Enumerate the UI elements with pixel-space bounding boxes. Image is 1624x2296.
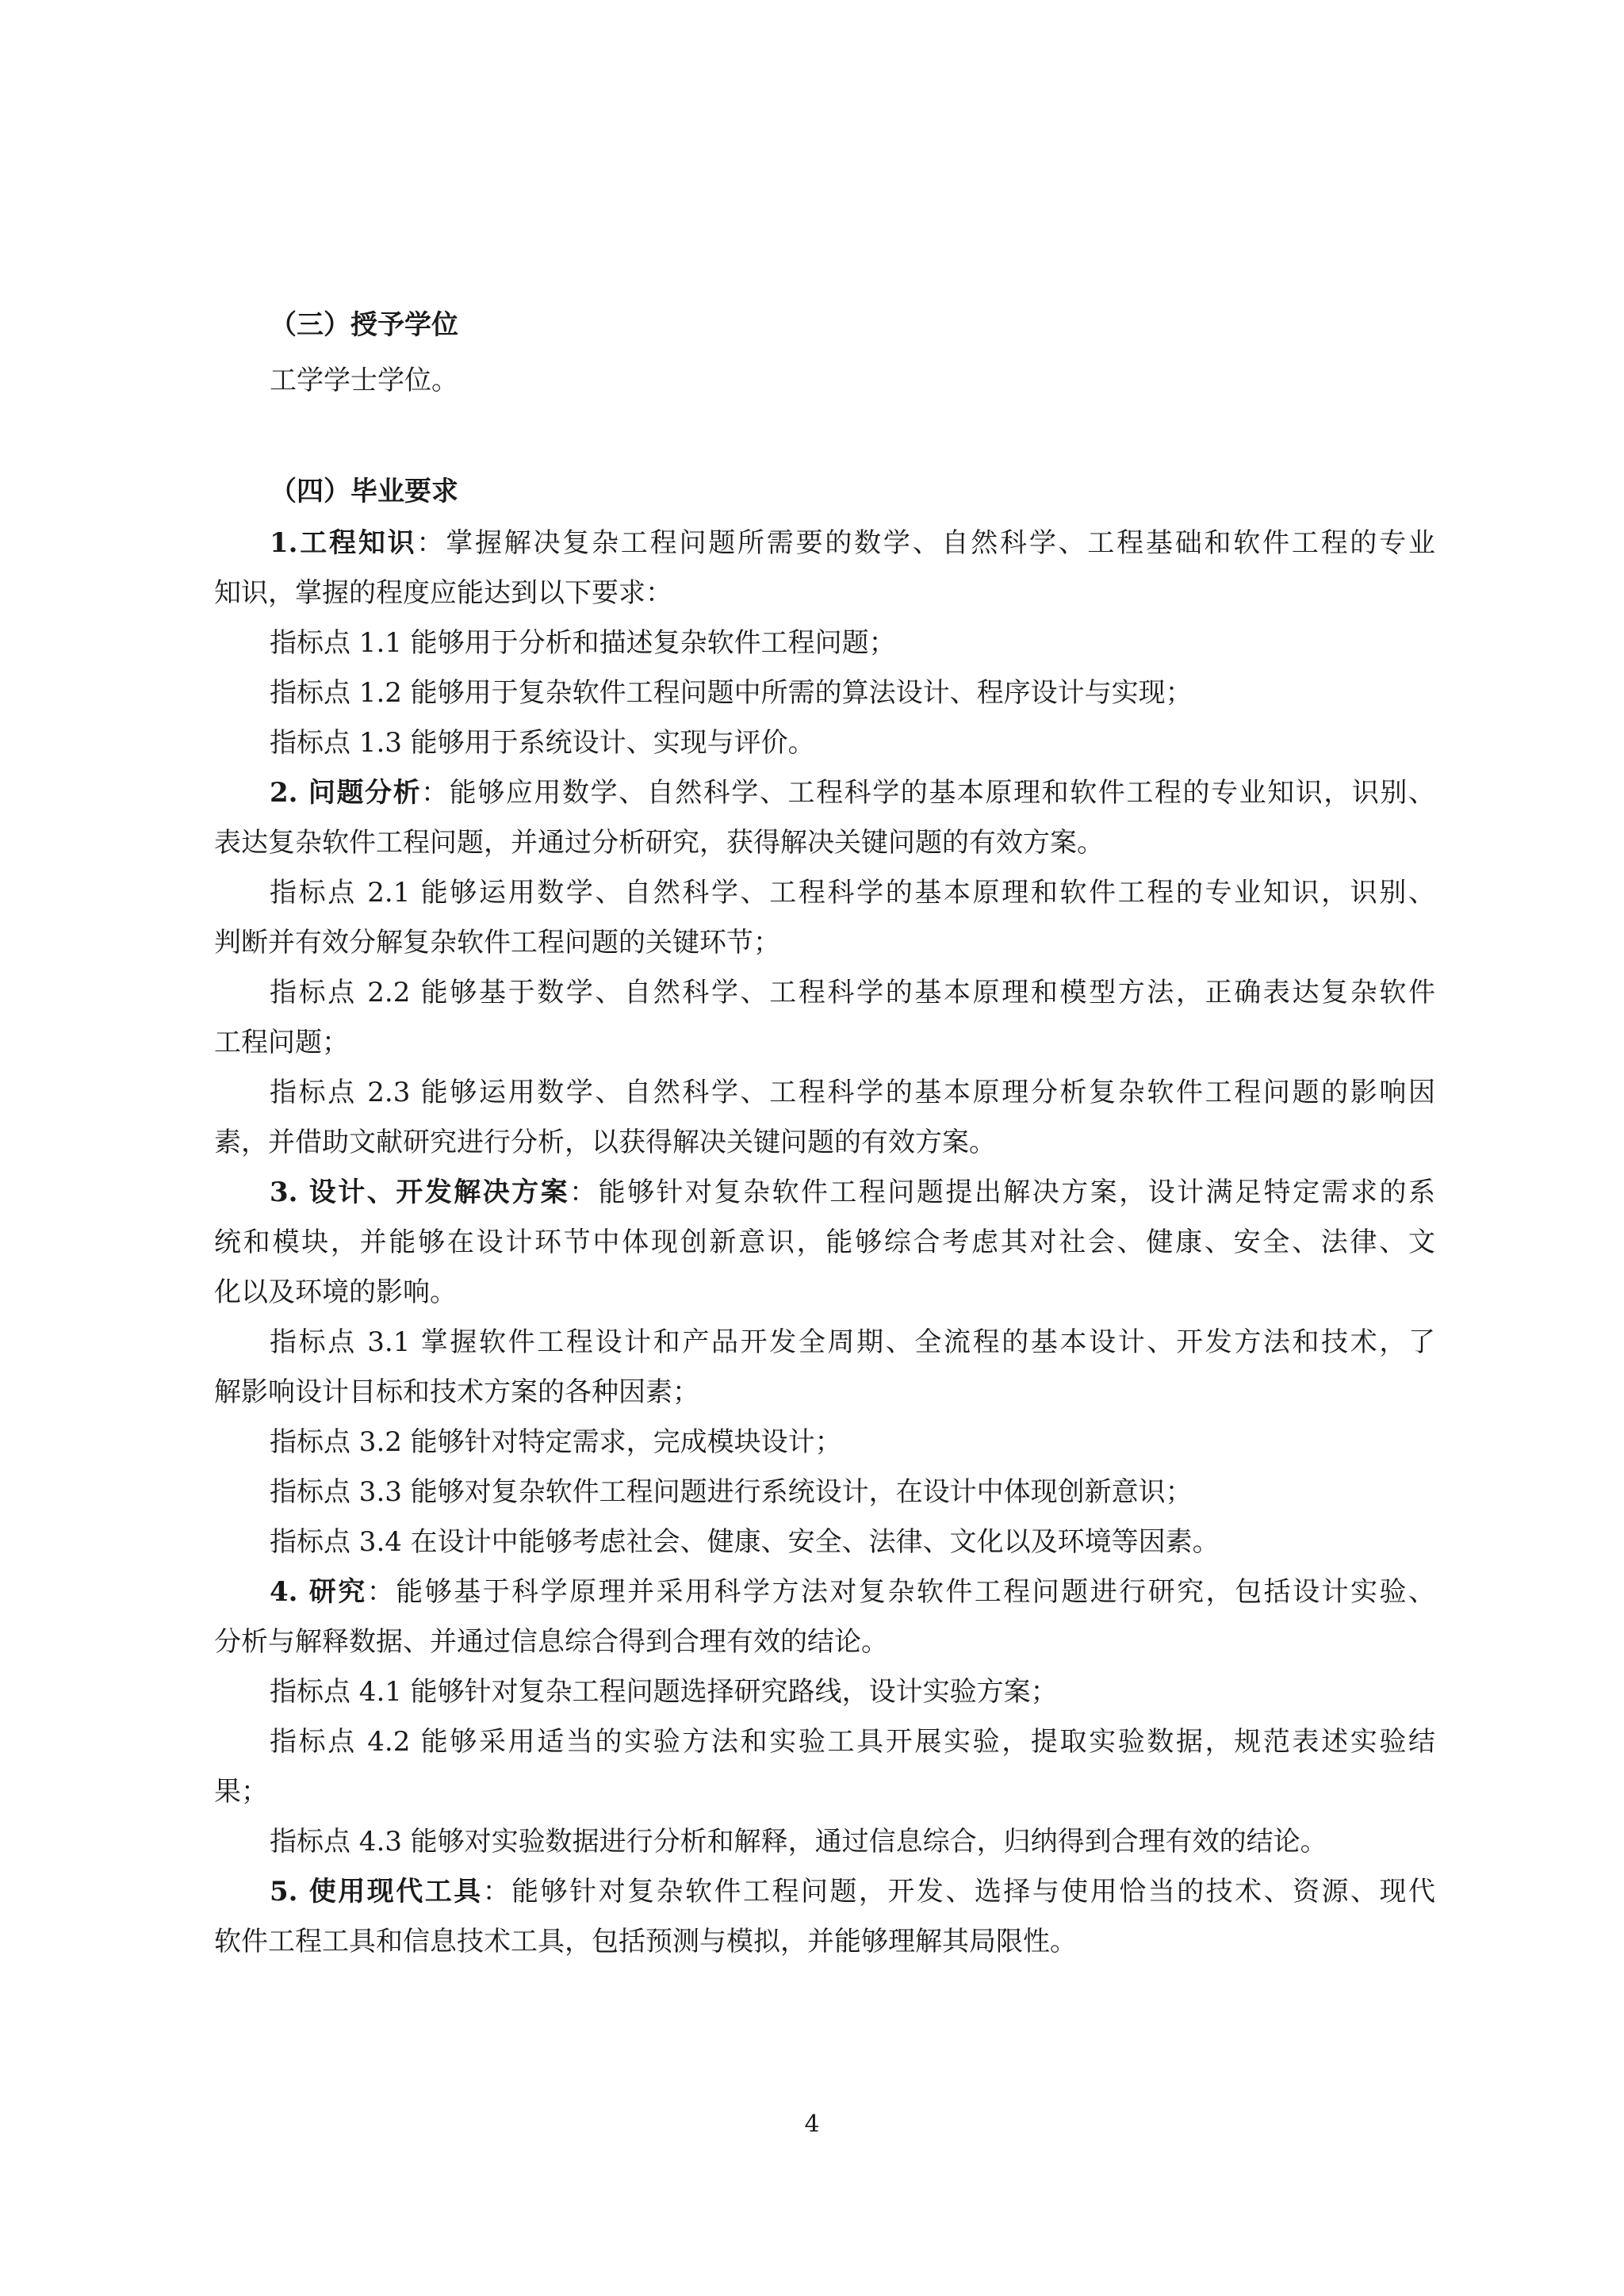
req1-line2: 知识，掌握的程度应能达到以下要求：	[214, 577, 672, 609]
indicator-2-1a: 指标点 2.1 能够运用数学、自然科学、工程科学的基本原理和软件工程的专业知识，识别、	[270, 877, 1435, 909]
req3-line2: 统和模块，并能够在设计环节中体现创新意识，能够综合考虑其对社会、健康、安全、法律、文	[214, 1226, 1435, 1258]
indicator-3-1b: 解影响设计目标和技术方案的各种因素；	[214, 1376, 699, 1408]
indicator-1-1: 指标点 1.1 能够用于分析和描述复杂软件工程问题；	[270, 627, 896, 659]
section3-text: 工学学士学位。	[270, 365, 458, 396]
req4-title: 4. 研究	[270, 1576, 367, 1608]
indicator-4-2a: 指标点 4.2 能够采用适当的实验方法和实验工具开展实验，提取实验数据，规范表述实验结	[270, 1726, 1435, 1758]
indicator-3-2: 指标点 3.2 能够针对特定需求，完成模块设计；	[270, 1426, 842, 1458]
req5-line2: 软件工程工具和信息技术工具，包括预测与模拟，并能够理解其局限性。	[214, 1926, 1077, 1957]
indicator-3-1a: 指标点 3.1 掌握软件工程设计和产品开发全周期、全流程的基本设计、开发方法和技术，了	[270, 1326, 1435, 1358]
indicator-2-2a: 指标点 2.2 能够基于数学、自然科学、工程科学的基本原理和模型方法，正确表达复杂软件	[270, 977, 1435, 1008]
req2-line1: 2. 问题分析：能够应用数学、自然科学、工程科学的基本原理和软件工程的专业知识，识别、	[270, 777, 1435, 809]
indicator-3-3: 指标点 3.3 能够对复杂软件工程问题进行系统设计，在设计中体现创新意识；	[270, 1476, 1193, 1508]
indicator-3-4: 指标点 3.4 在设计中能够考虑社会、健康、安全、法律、文化以及环境等因素。	[270, 1526, 1220, 1558]
req5-line1: 5. 使用现代工具：能够针对复杂软件工程问题，开发、选择与使用恰当的技术、资源、现代	[270, 1876, 1435, 1908]
indicator-4-1: 指标点 4.1 能够针对复杂工程问题选择研究路线，设计实验方案；	[270, 1676, 1058, 1708]
page-number: 4	[804, 2110, 820, 2138]
req3-line3: 化以及环境的影响。	[214, 1276, 457, 1308]
req2-line2: 表达复杂软件工程问题，并通过分析研究，获得解决关键问题的有效方案。	[214, 827, 1104, 859]
indicator-2-3b: 素，并借助文献研究进行分析，以获得解决关键问题的有效方案。	[214, 1127, 996, 1158]
req1-line1: 1.工程知识：掌握解决复杂工程问题所需要的数学、自然科学、工程基础和软件工程的专业	[270, 527, 1435, 559]
req4-line1: 4. 研究：能够基于科学原理并采用科学方法对复杂软件工程问题进行研究，包括设计实验、	[270, 1576, 1435, 1608]
req5-title: 5. 使用现代工具	[270, 1876, 483, 1908]
indicator-2-2b: 工程问题；	[214, 1027, 349, 1058]
indicator-2-3a: 指标点 2.3 能够运用数学、自然科学、工程科学的基本原理分析复杂软件工程问题的影响因	[270, 1077, 1435, 1108]
indicator-1-3: 指标点 1.3 能够用于系统设计、实现与评价。	[270, 727, 815, 759]
req3-title: 3. 设计、开发解决方案	[270, 1177, 570, 1208]
req4-line2: 分析与解释数据、并通过信息综合得到合理有效的结论。	[214, 1626, 888, 1658]
req1-title: 1.工程知识	[270, 527, 417, 559]
section4-heading: （四）毕业要求	[270, 476, 458, 507]
indicator-2-1b: 判断并有效分解复杂软件工程问题的关键环节；	[214, 927, 780, 959]
indicator-4-2b: 果；	[214, 1776, 268, 1808]
indicator-4-3: 指标点 4.3 能够对实验数据进行分析和解释，通过信息综合，归纳得到合理有效的结论。	[270, 1826, 1327, 1858]
req3-line1: 3. 设计、开发解决方案：能够针对复杂软件工程问题提出解决方案，设计满足特定需求的系	[270, 1177, 1435, 1208]
indicator-1-2: 指标点 1.2 能够用于复杂软件工程问题中所需的算法设计、程序设计与实现；	[270, 677, 1193, 709]
req2-title: 2. 问题分析	[270, 777, 422, 809]
section3-heading: （三）授予学位	[270, 309, 458, 341]
